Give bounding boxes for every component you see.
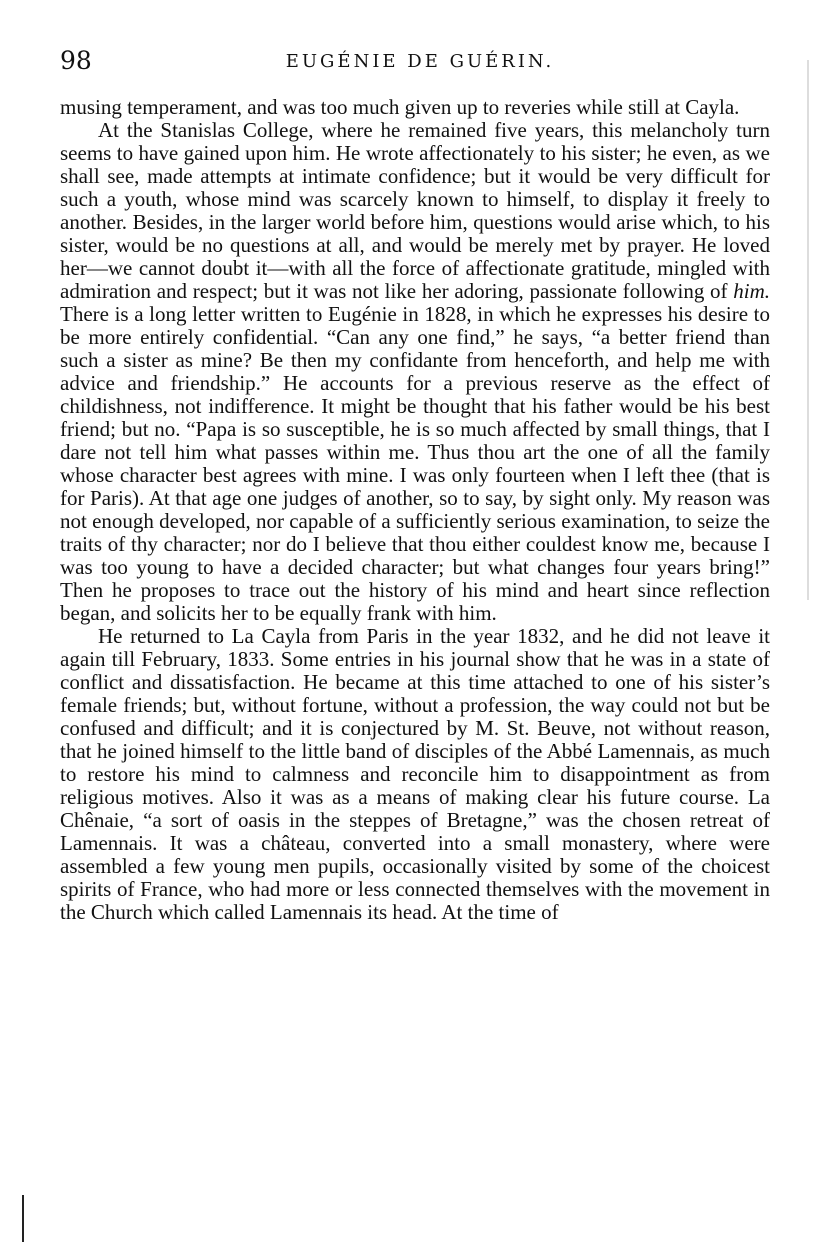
paragraph-1 (60, 96, 770, 119)
paragraph-2 (60, 119, 770, 625)
page-number: 98 (60, 46, 92, 75)
paragraph-2-text-continued: There is a long letter written to Eugénie in 1828, in which he expresses his desire to be more entirely confidential. “Can any one find,” he says, “a better friend than such a sister as mine? Be then my confidante from henceforth, and help me with advice and friendship.” He accounts for a previous reserve as the effect of childishness, not indifference. It might be thought that his father would be his best friend; but no. “Papa is so susceptible, he is so much affected by small things, that I dare not tell him what passes within me. Thus thou art the one of all the family whose character best agrees with mine. I was only fourteen when I left thee (that is for Paris). At that age one judges of another, so to say, by sight only. My reason was not enough developed, nor capable of a sufficiently serious examination, to seize the traits of thy character; nor do I believe that thou either couldest know me, because I was too young to have a decided character; but what changes four years bring!” Then he proposes to trace out the history of his mind and heart since reflection began, and solicits her to be equally frank with him. (60, 302, 770, 625)
paragraph-2-text: At the Stanislas College, where he remained five years, this melancholy turn seems to have gained upon him. He wrote affectionately to his sister; he even, as we shall see, made attempts at intimate confidence; but it would be very difficult for such a youth, whose mind was scarcely known to himself, to display it freely to another. Besides, in the larger world before him, questions would arise which, to his sister, would be no questions at all, and would be merely met by prayer. He loved her—we cannot doubt it—with all the force of affectionate gratitude, mingled with admiration and respect; but it was not like her adoring, passionate following of (60, 118, 770, 303)
paragraph-3 (60, 625, 770, 924)
page-header (60, 46, 780, 76)
binding-edge-mark (22, 1195, 24, 1242)
paragraph-2-emphasis: him. (733, 279, 770, 303)
paragraph-1-text: musing temperament, and was too much given up to reveries while still at Cayla. (60, 95, 740, 119)
running-title: EUGÉNIE DE GUÉRIN. (285, 51, 555, 72)
page-edge-shadow (807, 60, 809, 600)
body-text (60, 96, 770, 924)
paragraph-3-text: He returned to La Cayla from Paris in the year 1832, and he did not leave it again till February, 1833. Some entries in his journal show that he was in a state of conflict and dissatisfaction. He became at this time attached to one of his sister’s female friends; but, without fortune, without a profession, the way could not but be confused and difficult; and it is conjectured by M. St. Beuve, not without reason, that he joined himself to the little band of disciples of the Abbé Lamennais, as much to restore his mind to calmness and reconcile him to disappointment as from religious motives. Also it was as a means of making clear his future course. La Chênaie, “a sort of oasis in the steppes of Bretagne,” was the chosen retreat of Lamennais. It was a château, converted into a small monastery, where were assembled a few young men pupils, occasionally visited by some of the choicest spirits of France, who had more or less connected themselves with the movement in the Church which called Lamennais its head. At the time of (60, 624, 770, 924)
